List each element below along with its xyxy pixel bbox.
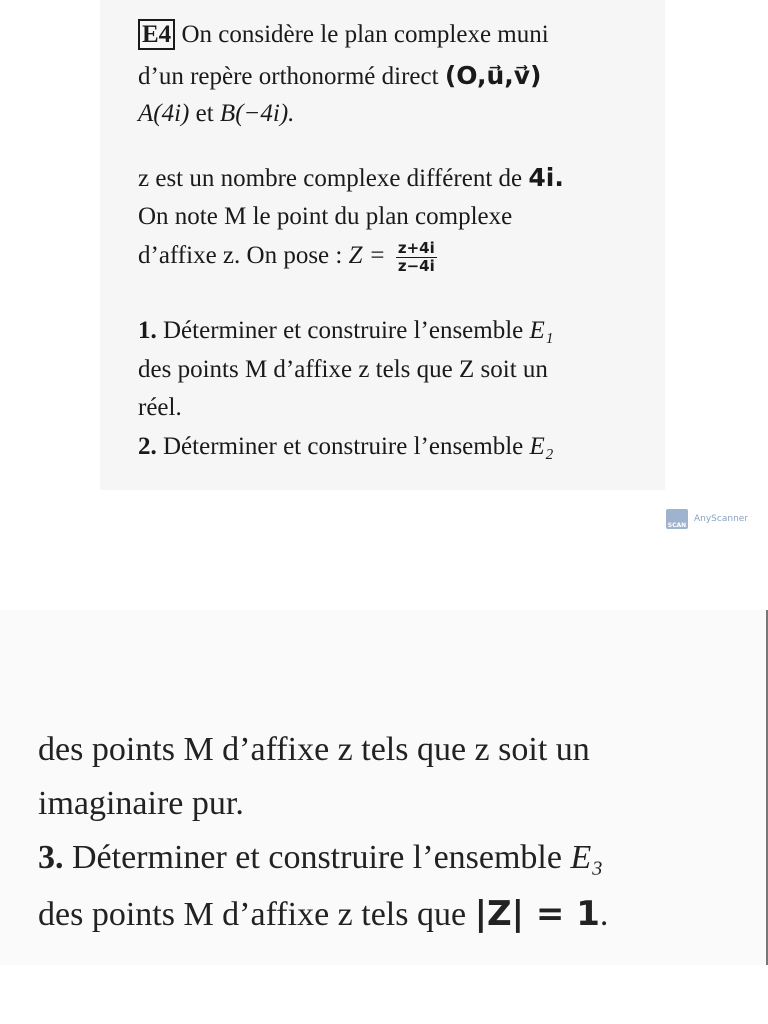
q1-text: Déterminer et construire l’ensemble bbox=[163, 317, 524, 344]
affixe-text: d’affixe z. On pose : bbox=[138, 242, 343, 270]
z-text: z est un nombre complexe différent de bbox=[138, 165, 523, 192]
q3-number: 3. bbox=[38, 839, 64, 876]
exercise-tag: E4 bbox=[138, 19, 175, 50]
Z-equals: Z = bbox=[348, 242, 386, 270]
intro-line bbox=[138, 20, 549, 50]
frame-line bbox=[138, 61, 541, 92]
points-line bbox=[138, 99, 294, 129]
part2-line-1 bbox=[38, 730, 590, 770]
abs-expression: |Z| = 1 bbox=[474, 894, 600, 934]
note-text: On note M le point du plan complexe bbox=[138, 203, 513, 230]
affixe-line bbox=[138, 240, 437, 275]
question-1-line-2 bbox=[138, 355, 548, 385]
q1-set: E₁ bbox=[529, 317, 554, 344]
question-3-line bbox=[38, 838, 603, 878]
note-line bbox=[138, 202, 512, 232]
q2-text: Déterminer et construire l’ensemble bbox=[163, 433, 524, 460]
part2-line-2 bbox=[38, 784, 244, 824]
scanner-label: AnyScanner bbox=[694, 514, 749, 524]
part2-text-4: des points M d’affixe z tels que bbox=[38, 896, 467, 933]
fraction-numerator: z+4i bbox=[397, 239, 435, 257]
scan-page-part-2 bbox=[0, 610, 768, 965]
question-1-line-3 bbox=[138, 393, 182, 423]
scanner-logo-icon: SCAN bbox=[666, 509, 688, 529]
q1-text-2: des points M d’affixe z tels que Z soit un bbox=[138, 356, 548, 383]
question-2-line bbox=[138, 432, 554, 462]
z-line bbox=[138, 163, 564, 194]
q3-text: Déterminer et construire l’ensemble bbox=[72, 839, 562, 876]
q1-text-3: réel. bbox=[138, 394, 182, 421]
point-b: B(−4i). bbox=[219, 100, 295, 127]
fraction-denominator: z−4i bbox=[397, 257, 435, 275]
anyscanner-watermark bbox=[666, 509, 748, 529]
frame-math: (O,u⃗,v⃗) bbox=[444, 61, 542, 90]
end-dot: . bbox=[599, 896, 609, 933]
q3-set: E₃ bbox=[570, 839, 604, 876]
fraction bbox=[396, 240, 437, 275]
z-value: 4i. bbox=[528, 163, 564, 192]
q2-set: E₂ bbox=[529, 433, 554, 460]
et-word: et bbox=[195, 100, 214, 127]
frame-text: d’un repère orthonormé direct bbox=[138, 63, 439, 90]
intro-text: On considère le plan complexe muni bbox=[181, 21, 549, 48]
part2-text-2: imaginaire pur. bbox=[38, 785, 244, 822]
part2-line-4 bbox=[38, 894, 608, 935]
point-a: A(4i) bbox=[138, 100, 190, 127]
q1-number: 1. bbox=[138, 317, 157, 344]
question-1-line bbox=[138, 316, 554, 346]
q2-number: 2. bbox=[138, 433, 157, 460]
part2-text-1: des points M d’affixe z tels que z soit un bbox=[38, 731, 590, 768]
scan-page-part-1 bbox=[100, 0, 665, 490]
